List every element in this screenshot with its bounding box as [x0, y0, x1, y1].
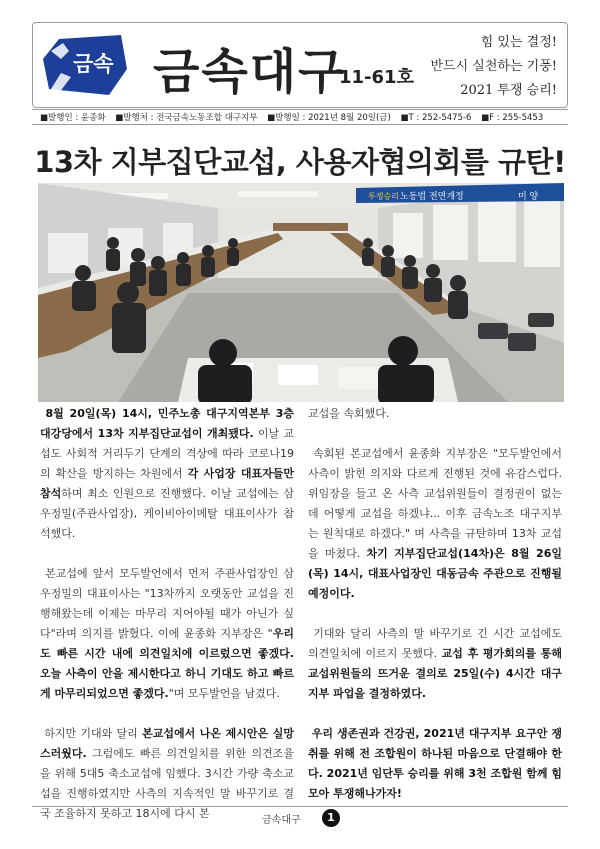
p3-text-end: 그럼에도 빠른 의견일치를 위한 의견조율을 위해 5대5 축소교섭에 임했다. 3시간 가량 축소교섭을 진행하였지만 사측의 지속적인 말 바꾸기로 결국 조율하지 못하고 18시에 다시 본 — [40, 747, 294, 820]
slogan-3: 2021 투쟁 승리! — [460, 83, 557, 98]
meeting-photo — [38, 183, 564, 402]
banner-text: 노동법 전면개정 — [400, 192, 464, 202]
slogan-2: 반드시 실천하는 기풍! — [430, 59, 557, 74]
footer-label: 금속대구 — [262, 815, 301, 826]
p2-quote: 우리도 빠른 시간 내에 의견일치에 이르렀으면 좋겠다. 오늘 사측이 안을 제시한다고 하니 기대도 하고 빠르게 마무리되었으면 좋겠다. — [40, 627, 294, 700]
banner-right: 미 양 — [518, 192, 539, 202]
paragraph-6 — [308, 724, 562, 804]
p1-highlight: 각 사업장 대표자들만 참석 — [40, 467, 295, 500]
logo-text: 금속 — [73, 52, 114, 76]
p3-text: 하지만 기대와 달리 — [44, 727, 143, 740]
headline: 13차 지부집단교섭, 사용자협의회를 규탄! — [34, 145, 566, 179]
slogan-1: 힘 있는 결정! — [480, 35, 557, 50]
publisher: ■발행인 : 윤종화 — [40, 113, 106, 123]
issue-number: 11-61호 — [339, 67, 414, 88]
paragraph-0: 교섭을 속회했다. — [308, 407, 390, 420]
p6-closing: 우리 생존권과 건강권, 2021년 대구지부 요구안 쟁취를 위해 전 조합원이 하나된 마음으로 단결해야 한다. 2021년 임단투 승리를 위해 3천 조합원 함께 힘 모아 투쟁해나가자! — [308, 727, 563, 800]
p3-highlight: 본교섭에서 나온 제시안은 실망스러웠다. — [40, 727, 294, 760]
paragraph-5 — [308, 624, 562, 704]
p5-text: 기대와 달리 사측의 말 바꾸기로 긴 시간 교섭에도 의견일치에 이르지 못했다. — [308, 627, 562, 660]
p1-text: 이날 교섭도 사회적 거리두기 단계의 격상에 따라 코로나19의 확산을 방지하는 차원에서 — [40, 427, 294, 480]
union-fist-logo — [39, 29, 131, 101]
banner-short: 투쟁승리 — [368, 192, 399, 201]
p1-lead: 8월 20일(목) 14시, 민주노총 대구지역본부 3층 대강당에서 13차 지부집단교섭이 개최됐다. — [40, 407, 294, 440]
article-left-column — [40, 404, 294, 824]
masthead — [32, 22, 568, 108]
phone: ■T : 252-5475-6 — [400, 113, 472, 123]
slogans — [430, 31, 557, 103]
paragraph-4 — [308, 444, 562, 604]
page-number: 1 — [322, 809, 340, 827]
article-right-column — [308, 404, 562, 804]
page-footer — [32, 806, 568, 825]
p4-highlight: 차기 지부집단교섭(14차)은 8월 26일(목) 14시, 대표사업장인 대동금속 주관으로 진행될 예정이다. — [308, 547, 562, 600]
paragraph-1 — [40, 404, 294, 544]
p2-text: 본교섭에 앞서 모두발언에서 먼저 주관사업장인 삼우정밀의 대표이사는 "13차까지 오랫동안 교섭을 진행해왔는데 이제는 마무리 지어야될 때가 아닌가 싶다"라며 의지를 밝혔다. 이에 윤종화 지부장은 " — [40, 567, 294, 640]
publish-date: ■발행일 : 2021년 8월 20일(금) — [267, 113, 391, 123]
issuer: ■발행처 : 전국금속노동조합 대구지부 — [115, 113, 258, 123]
p2-text-end: "며 모두발언을 남겼다. — [168, 687, 280, 700]
publication-info-bar — [32, 109, 568, 125]
p1-text-end: 하며 최소 인원으로 진행했다. 이날 교섭에는 삼우정밀(주관사업장), 케이비아이메탈 대표이사가 참석했다. — [40, 487, 294, 540]
fax: ■F : 255-5453 — [481, 113, 544, 123]
p5-highlight: 교섭 후 평가회의를 통해 교섭위원들의 뜨거운 결의로 25일(수) 4시간 대구지부 파업을 결정하였다. — [308, 647, 562, 700]
newsletter-title: 금속대구 — [153, 44, 347, 100]
paragraph-2 — [40, 564, 294, 704]
p4-text: 속회된 본교섭에서 윤종화 지부장은 "모두발언에서 사측이 밝힌 의지와 다르게 진행된 것에 유감스럽다. 위임장을 들고 온 사측 교섭위원들이 결정권이 없는데 어떻게 교섭을 하겠냐... 이후 금속노조 대구지부는 원칙대로 하겠다." 며 사측을 규탄하며 13차 교섭을 마쳤다. — [308, 447, 562, 560]
